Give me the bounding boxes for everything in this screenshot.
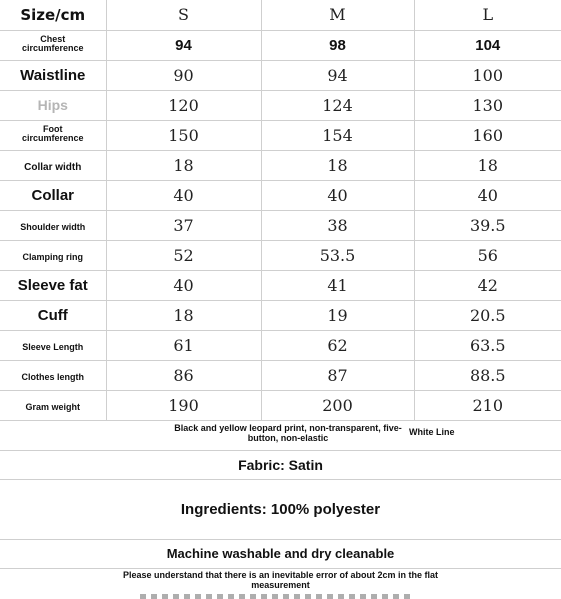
cell-value: 56: [477, 245, 498, 265]
style-description: Black and yellow leopard print, non-transparent, five-button, non-elastic: [174, 423, 402, 444]
row-label-collar-width: Collar width: [24, 161, 82, 173]
cell-value: 20.5: [469, 305, 506, 325]
cut-off-text-fragment: [140, 594, 410, 599]
cell-value: 87: [327, 365, 348, 385]
table-row: [0, 271, 561, 301]
cell-value: 18: [173, 305, 194, 325]
header-label-text: Size/cm: [20, 5, 86, 24]
table-row: [0, 361, 561, 391]
size-header-s: [106, 0, 261, 31]
cell-value: 100: [472, 65, 504, 85]
note-text: Please understand that there is an inevitable error of about 2cm in the flat measurement: [122, 570, 439, 590]
table-row: [0, 331, 561, 361]
cell-value: 52: [173, 245, 194, 265]
table-row: [0, 61, 561, 91]
cell-value: 41: [327, 275, 348, 295]
table-header-row: [0, 0, 561, 31]
row-label-sleeve-length: Sleeve Length: [22, 341, 84, 352]
row-label-collar: Collar: [31, 186, 74, 204]
row-label-shoulder: Shoulder width: [20, 221, 86, 232]
cell-value: 37: [173, 215, 194, 235]
cell-value: 104: [475, 36, 501, 54]
cell-value: 53.5: [319, 245, 356, 265]
cell-value: 42: [477, 275, 498, 295]
table-row: [0, 241, 561, 271]
ingredients-text: Ingredients: 100% polyester: [180, 500, 381, 518]
cell-value: 124: [322, 95, 353, 115]
size-header-l: [414, 0, 561, 31]
cell-value: 98: [329, 36, 346, 54]
cell-value: 200: [322, 395, 353, 415]
row-label-gram-weight: Gram weight: [25, 401, 80, 412]
cell-value: 190: [168, 395, 199, 415]
size-s: S: [178, 5, 189, 24]
row-label-foot: Foot circumference: [21, 123, 84, 144]
cell-value: 88.5: [469, 365, 506, 385]
cell-value: 40: [173, 275, 194, 295]
cell-value: 160: [472, 125, 504, 145]
cell-value: 19: [327, 305, 348, 325]
cell-value: 40: [477, 185, 498, 205]
table-row: [0, 121, 561, 151]
cell-value: 18: [477, 155, 498, 175]
style-info-row: [0, 420, 561, 451]
cell-value: 18: [173, 155, 194, 175]
cell-value: 210: [472, 395, 504, 415]
table-row: [0, 151, 561, 181]
cell-value: 86: [173, 365, 194, 385]
cell-value: 38: [327, 215, 348, 235]
cell-value: 40: [173, 185, 194, 205]
cell-value: 94: [175, 36, 192, 54]
row-label-clothes-length: Clothes length: [21, 371, 84, 382]
header-label: [0, 0, 106, 31]
ingredients-row: [0, 479, 561, 540]
table-row: [0, 211, 561, 241]
cell-value: 90: [173, 65, 194, 85]
cell-value: 63.5: [469, 335, 506, 355]
cell-value: 61: [173, 335, 194, 355]
cell-value: 39.5: [469, 215, 506, 235]
size-m: M: [329, 5, 346, 24]
row-label-clamping-ring: Clamping ring: [22, 251, 83, 262]
fabric-text: Fabric: Satin: [238, 456, 323, 473]
row-label-hips: Hips: [37, 96, 68, 113]
cell-value: 120: [168, 95, 199, 115]
row-label-sleeve-fat: Sleeve fat: [17, 276, 88, 294]
cell-value: 94: [327, 65, 348, 85]
care-text: Machine washable and dry cleanable: [166, 546, 395, 561]
table-row: [0, 91, 561, 121]
cell-value: 154: [322, 125, 353, 145]
size-header-m: [261, 0, 414, 31]
cell-value: 40: [327, 185, 348, 205]
color-label: White Line: [409, 427, 455, 437]
cell-value: 150: [168, 125, 199, 145]
row-label-waistline: Waistline: [20, 66, 86, 84]
cell-value: 18: [327, 155, 348, 175]
table-row: [0, 31, 561, 61]
table-row: [0, 301, 561, 331]
fabric-row: [0, 450, 561, 480]
cell-value: 130: [472, 95, 504, 115]
cell-value: 62: [327, 335, 348, 355]
table-row: [0, 181, 561, 211]
row-label-chest: Chest circumference: [21, 33, 84, 54]
care-row: [0, 539, 561, 569]
size-l: L: [482, 5, 494, 24]
table-row: [0, 391, 561, 421]
row-label-cuff: Cuff: [37, 306, 68, 324]
